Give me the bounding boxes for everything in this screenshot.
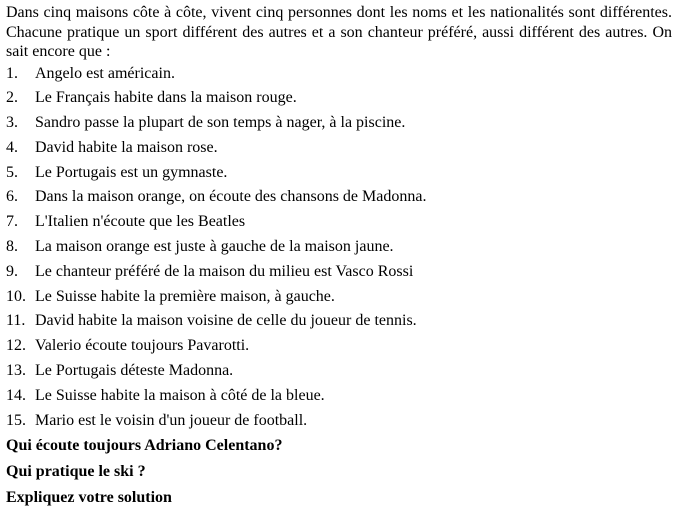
clue-item [6, 161, 672, 186]
clue-text: Le Suisse habite la première maison, à gauche. [35, 287, 335, 305]
clue-item [6, 62, 672, 87]
clue-text: La maison orange est juste à gauche de la maison jaune. [35, 238, 394, 256]
clue-number: 5. [6, 163, 18, 181]
clue-item [6, 309, 672, 334]
clue-item [6, 185, 672, 210]
question-explain: Expliquez votre solution [6, 489, 172, 507]
clue-item [6, 86, 672, 111]
clue-text: L'Italien n'écoute que les Beatles [35, 213, 246, 231]
clue-number: 9. [6, 262, 18, 280]
clue-item [6, 285, 672, 310]
question-celentano: Qui écoute toujours Adriano Celentano? [6, 437, 283, 455]
clue-text: Angelo est américain. [35, 64, 175, 82]
clue-number: 8. [6, 238, 18, 256]
clue-item [6, 235, 672, 260]
clue-item [6, 334, 672, 359]
clue-number: 14. [6, 386, 26, 404]
clue-text: Valerio écoute toujours Pavarotti. [35, 337, 250, 355]
clue-number: 15. [6, 411, 26, 429]
question-ski: Qui pratique le ski ? [6, 463, 146, 481]
clue-text: Dans la maison orange, on écoute des chansons de Madonna. [35, 188, 427, 206]
clue-number: 6. [6, 188, 18, 206]
clue-text: Le Suisse habite la maison à côté de la bleue. [35, 386, 325, 404]
clue-number: 12. [6, 337, 26, 355]
clue-item [6, 210, 672, 235]
clue-number: 11. [6, 312, 26, 330]
clue-text: Mario est le voisin d'un joueur de football. [35, 411, 308, 429]
clue-item [6, 260, 672, 285]
clue-text: David habite la maison rose. [35, 138, 218, 156]
clue-item [6, 359, 672, 384]
clue-item [6, 111, 672, 136]
clue-number: 2. [6, 89, 18, 107]
clue-number: 7. [6, 213, 18, 231]
puzzle-document [6, 3, 672, 511]
clue-text: Le Français habite dans la maison rouge. [35, 89, 297, 107]
clue-text: Le chanteur préféré de la maison du milieu est Vasco Rossi [35, 262, 414, 280]
clue-text: Le Portugais déteste Madonna. [35, 362, 234, 380]
clue-number: 1. [6, 64, 18, 82]
clue-number: 13. [6, 362, 26, 380]
clue-text: David habite la maison voisine de celle du joueur de tennis. [35, 312, 417, 330]
clue-number: 4. [6, 138, 18, 156]
clue-number: 3. [6, 114, 18, 132]
intro-paragraph: Dans cinq maisons côte à côte, vivent cinq personnes dont les noms et les nationalités sont différentes. Chacune pratique un sport différent des autres et a son chanteur préféré, aussi différent des autres. On sait encore que : [6, 4, 672, 60]
clue-number: 10. [6, 287, 26, 305]
clue-text: Sandro passe la plupart de son temps à nager, à la piscine. [35, 114, 406, 132]
clue-item [6, 409, 672, 434]
clue-text: Le Portugais est un gymnaste. [35, 163, 228, 181]
clue-item [6, 384, 672, 409]
clue-item [6, 136, 672, 161]
clue-list [6, 62, 672, 434]
